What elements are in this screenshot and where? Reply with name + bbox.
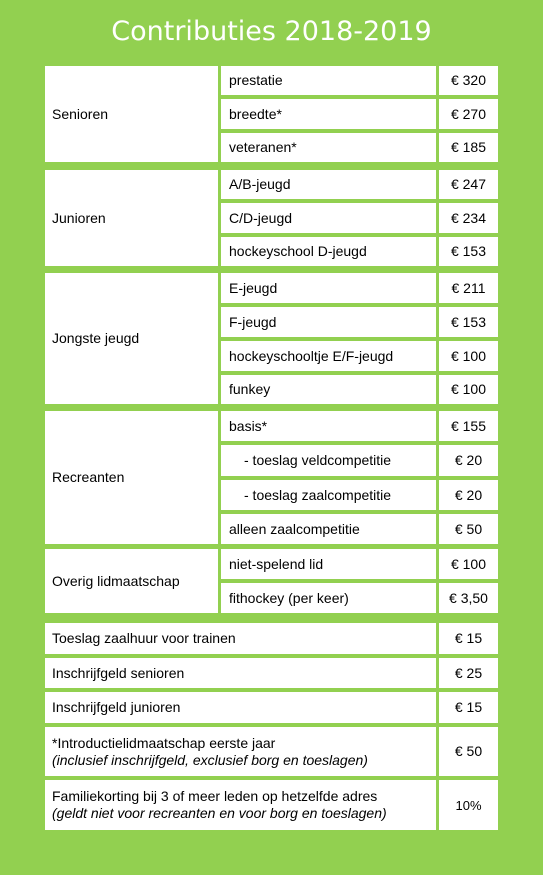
extra-price: € 25: [439, 658, 498, 688]
row-price: € 185: [439, 133, 498, 162]
category-recreanten: Recreanten: [45, 411, 218, 544]
row-label: F-jeugd: [221, 307, 436, 337]
row-price: € 234: [439, 203, 498, 233]
row-label: funkey: [221, 375, 436, 404]
row-label: fithockey (per keer): [221, 583, 436, 613]
row-price: € 20: [439, 445, 498, 476]
row-label: hockeyschooltje E/F-jeugd: [221, 341, 436, 371]
category-overig-lidmaatschap: Overig lidmaatschap: [45, 549, 218, 613]
row-label: niet-spelend lid: [221, 549, 436, 579]
extra-price: € 50: [439, 727, 498, 776]
row-label: A/B-jeugd: [221, 170, 436, 199]
extra-label: Toeslag zaalhuur voor trainen: [45, 623, 436, 654]
row-label: hockeyschool D-jeugd: [221, 237, 436, 266]
row-price: € 211: [439, 273, 498, 303]
row-price: € 100: [439, 549, 498, 579]
category-junioren: Junioren: [45, 170, 218, 266]
extra-introductie: [45, 727, 436, 776]
extra-label: *Introductielidmaatschap eerste jaar: [52, 734, 276, 751]
extra-price: 10%: [439, 780, 498, 830]
row-label: - toeslag zaalcompetitie: [221, 480, 436, 510]
extra-price: € 15: [439, 623, 498, 654]
row-label: veteranen*: [221, 133, 436, 162]
row-price: € 270: [439, 99, 498, 129]
row-label: prestatie: [221, 66, 436, 95]
row-label: C/D-jeugd: [221, 203, 436, 233]
row-price: € 153: [439, 307, 498, 337]
row-price: € 100: [439, 341, 498, 371]
page-title: Contributies 2018-2019: [111, 16, 432, 47]
row-price: € 50: [439, 514, 498, 544]
row-price: € 247: [439, 170, 498, 199]
row-price: € 320: [439, 66, 498, 95]
row-label: breedte*: [221, 99, 436, 129]
row-price: € 3,50: [439, 583, 498, 613]
extra-familiekorting: [45, 780, 436, 830]
row-price: € 155: [439, 411, 498, 441]
row-label: E-jeugd: [221, 273, 436, 303]
row-label: basis*: [221, 411, 436, 441]
extra-note: (geldt niet voor recreanten en voor borg en toeslagen): [52, 805, 387, 821]
category-jongste-jeugd: Jongste jeugd: [45, 273, 218, 404]
row-label: - toeslag veldcompetitie: [221, 445, 436, 476]
row-price: € 20: [439, 480, 498, 510]
extra-price: € 15: [439, 692, 498, 723]
row-price: € 100: [439, 375, 498, 404]
row-label: alleen zaalcompetitie: [221, 514, 436, 544]
extra-note: (inclusief inschrijfgeld, exclusief borg en toeslagen): [52, 751, 368, 768]
extra-label: Inschrijfgeld senioren: [45, 658, 436, 688]
extra-label: Familiekorting bij 3 of meer leden op hetzelfde adres: [52, 788, 378, 804]
category-senioren: Senioren: [45, 66, 218, 162]
extra-label: Inschrijfgeld junioren: [45, 692, 436, 723]
row-price: € 153: [439, 237, 498, 266]
